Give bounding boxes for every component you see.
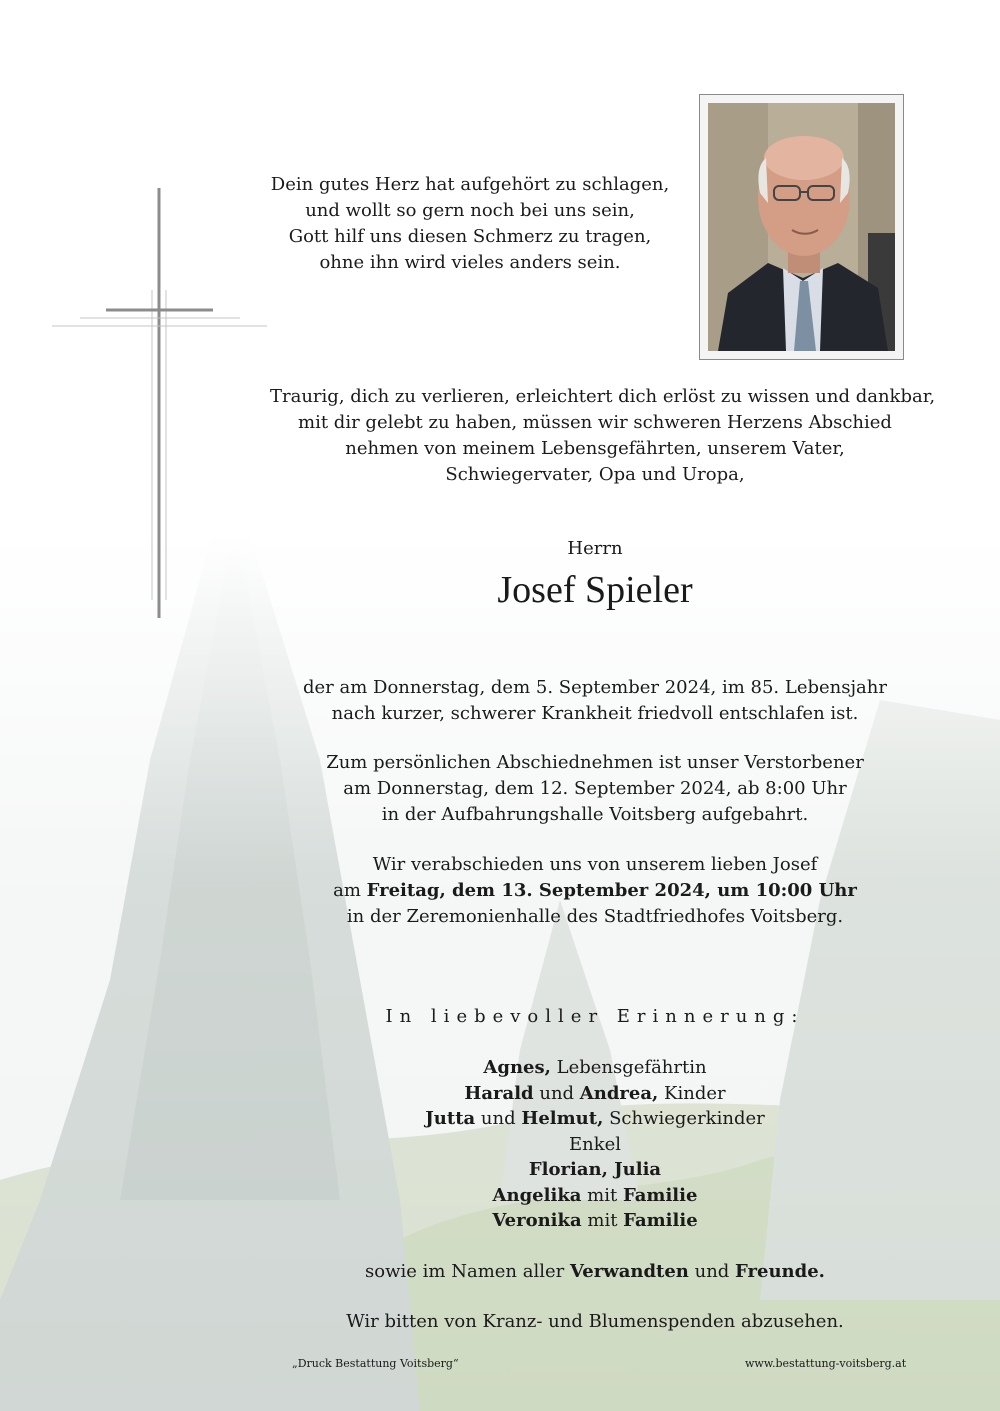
memory-heading: In liebevoller Erinnerung: (385, 1006, 805, 1027)
conjunction: mit (581, 1210, 624, 1231)
funeral-line: Wir verabschieden uns von unserem lieben Josef (372, 854, 818, 875)
funeral-date-line (270, 878, 920, 904)
intro-line: Traurig, dich zu verlieren, erleichtert dich erlöst zu wissen und dankbar, (270, 386, 936, 407)
salutation: Herrn (567, 538, 623, 559)
regards-prefix: sowie im Namen aller (365, 1261, 570, 1282)
viewing-line: Zum persönlichen Abschiednehmen ist unser Verstorbener (326, 752, 864, 773)
memorial-poem (250, 172, 690, 276)
mourner-role: Schwiegerkinder (603, 1108, 765, 1129)
mourner-name: Helmut, (521, 1108, 604, 1129)
mourner-row (345, 1055, 845, 1081)
conjunction: und (475, 1108, 522, 1129)
conjunction: und (533, 1082, 580, 1104)
mourner-role: Enkel (568, 1133, 622, 1155)
viewing-line: in der Aufbahrungshalle Voitsberg aufgebahrt. (381, 804, 809, 825)
viewing-line: am Donnerstag, dem 12. September 2024, ab 8:00 Uhr (343, 778, 847, 799)
conjunction: mit (581, 1184, 623, 1206)
intro-line: nehmen von meinem Lebensgefährten, unserem Vater, (345, 438, 845, 459)
mourner-row (345, 1106, 845, 1132)
death-notice (270, 675, 920, 727)
mourner-name: Florian, Julia (528, 1159, 662, 1180)
deceased-name: Josef Spieler (497, 569, 693, 611)
mourners-list (345, 1055, 845, 1234)
poem-line: Dein gutes Herz hat aufgehört zu schlagen, (270, 174, 670, 195)
portrait-photo (708, 103, 895, 351)
website-url: www.bestattung-voitsberg.at (745, 1357, 907, 1370)
portrait-frame (699, 94, 904, 360)
mourner-name: Agnes, (483, 1057, 551, 1078)
funeral-date: Freitag, dem 13. September 2024, um 10:00 Uhr (366, 880, 857, 901)
intro-line: Schwiegervater, Opa und Uropa, (445, 464, 745, 485)
mourner-name: Familie (623, 1210, 698, 1231)
mourner-row (345, 1081, 845, 1107)
mourner-name: Jutta (425, 1108, 476, 1129)
mourner-name: Familie (622, 1184, 698, 1206)
funeral-prefix: am (333, 880, 367, 901)
intro-line: mit dir gelebt zu haben, müssen wir schweren Herzens Abschied (298, 412, 892, 433)
regards-friends: Freunde. (735, 1261, 825, 1282)
mourner-row (345, 1208, 845, 1234)
conjunction: und (688, 1261, 736, 1282)
mourner-row (345, 1157, 845, 1183)
funeral-line: in der Zeremonienhalle des Stadtfriedhofes Voitsberg. (346, 906, 844, 927)
poem-line: Gott hilf uns diesen Schmerz zu tragen, (288, 226, 652, 247)
mourner-row (345, 1183, 845, 1209)
poem-line: ohne ihn wird vieles anders sein. (319, 252, 621, 273)
mourner-name: Harald (464, 1082, 534, 1104)
poem-line: und wollt so gern noch bei uns sein, (305, 200, 635, 221)
funeral-notice (270, 852, 920, 930)
regards-line (295, 1259, 895, 1285)
regards-relatives: Verwandten (569, 1261, 689, 1282)
mourner-role: Kinder (658, 1082, 726, 1104)
mourner-name: Andrea, (579, 1082, 659, 1104)
donation-request: Wir bitten von Kranz- und Blumenspenden abzusehen. (346, 1311, 844, 1332)
announcement-intro (270, 384, 936, 488)
death-line: nach kurzer, schwerer Krankheit friedvoll entschlafen ist. (331, 703, 859, 724)
viewing-notice (270, 750, 920, 828)
printer-credit: „Druck Bestattung Voitsberg“ (292, 1357, 459, 1370)
mourner-role: Lebensgefährtin (550, 1057, 707, 1078)
mourner-name: Veronika (492, 1210, 582, 1231)
mourner-name: Angelika (492, 1184, 582, 1206)
death-line: der am Donnerstag, dem 5. September 2024, im 85. Lebensjahr (303, 677, 887, 698)
